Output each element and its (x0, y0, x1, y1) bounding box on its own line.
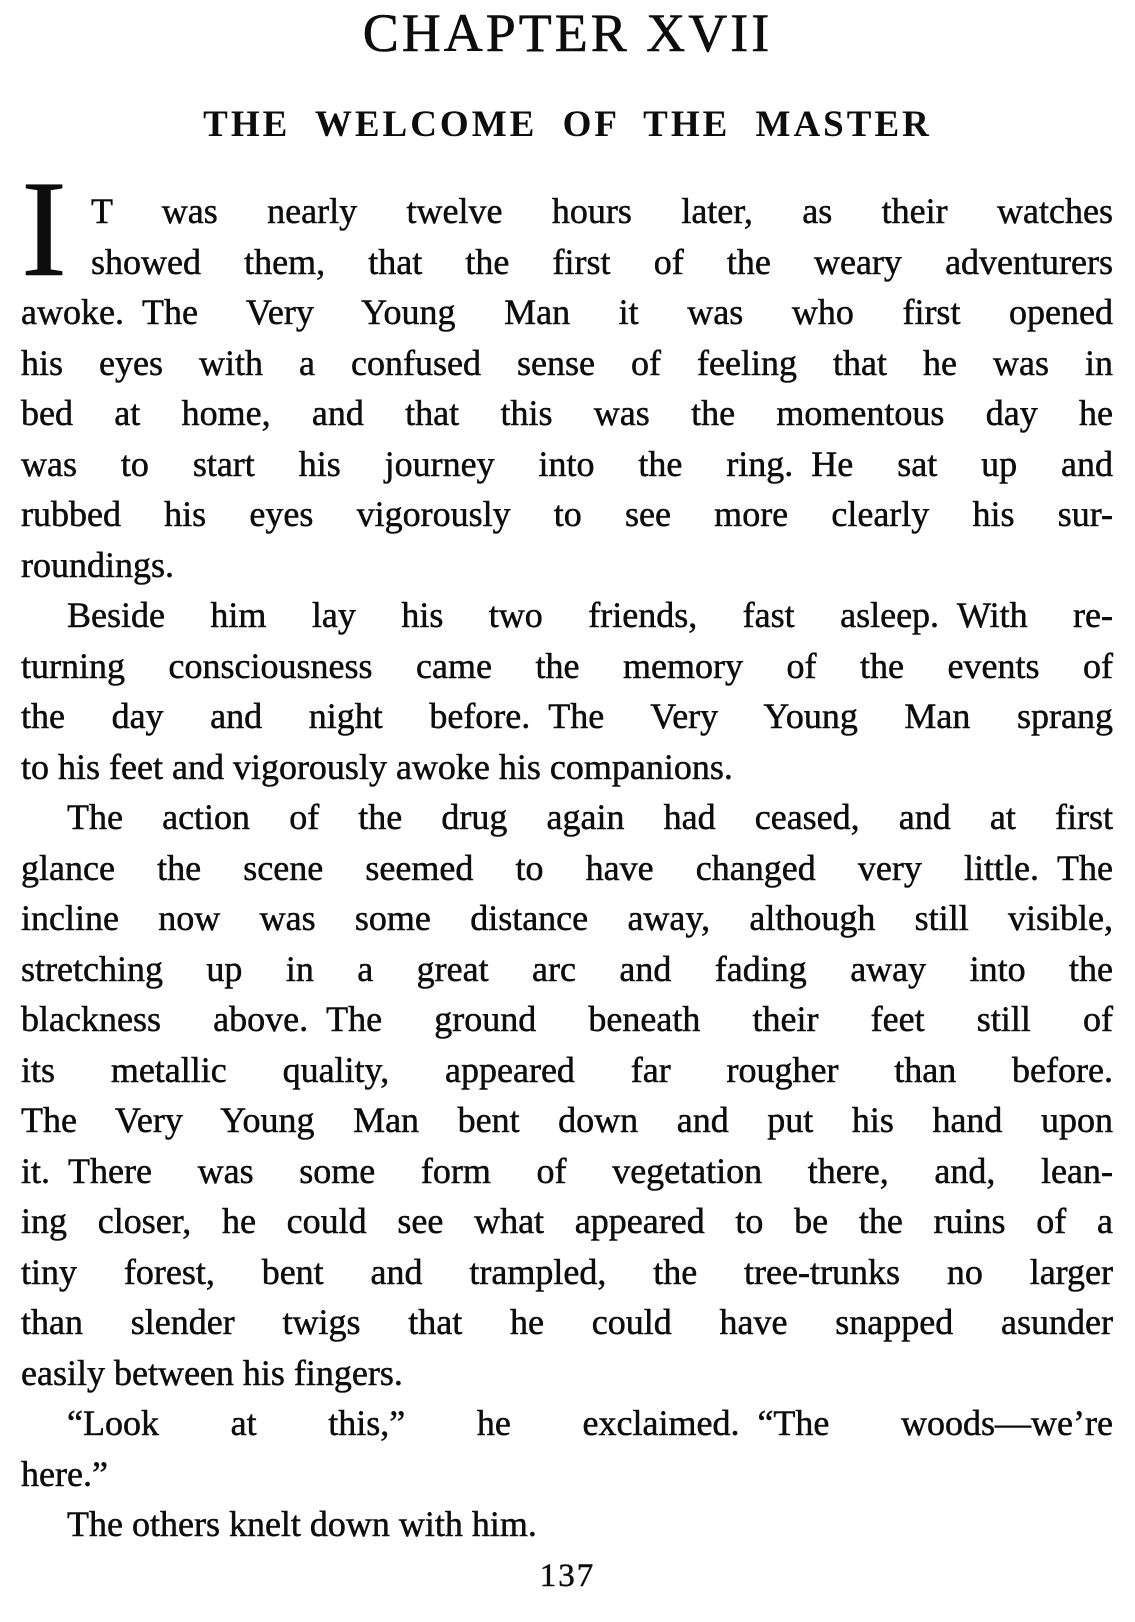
text-line: easily between his fingers. (21, 1352, 403, 1393)
text-line: was to start his journey into the ring. He sat up and (21, 443, 1113, 484)
paragraph (21, 1499, 1113, 1550)
text-line: showed them, that the first of the weary adventurers (91, 241, 1113, 282)
text-line: here.” (21, 1453, 108, 1494)
text-line: glance the scene seemed to have changed very little. The (21, 847, 1113, 888)
text-line: tiny forest, bent and trampled, the tree-trunks no larger (21, 1251, 1113, 1292)
text-line: its metallic quality, appeared far rougher than before. (21, 1049, 1113, 1090)
paragraph (21, 590, 1113, 792)
text-line: incline now was some distance away, although still visible, (21, 898, 1113, 938)
text-line: The action of the drug again had ceased, and at first (67, 797, 1113, 837)
text-line: to his feet and vigorously awoke his companions. (21, 746, 733, 787)
text-line: rubbed his eyes vigorously to see more clearly his sur- (21, 494, 1113, 534)
text-line: bed at home, and that this was the momentous day he (21, 393, 1113, 433)
chapter-subtitle: THE WELCOME OF THE MASTER (203, 104, 932, 145)
text-line: The Very Young Man bent down and put his hand upon (21, 1100, 1113, 1140)
text-line: Beside him lay his two friends, fast asleep. With re- (67, 595, 1113, 635)
text-line: The others knelt down with him. (67, 1504, 537, 1544)
text-line: blackness above. The ground beneath their feet still of (21, 999, 1113, 1039)
paragraph (21, 1398, 1113, 1499)
text-line: it. There was some form of vegetation there, and, lean- (21, 1150, 1113, 1191)
text-line: than slender twigs that he could have snapped asunder (21, 1302, 1113, 1342)
text-line: T was nearly twelve hours later, as their watches (91, 191, 1113, 231)
text-line: his eyes with a confused sense of feeling that he was in (21, 342, 1113, 383)
text-line: ing closer, he could see what appeared to be the ruins of a (21, 1201, 1113, 1241)
page-number: 137 (539, 1558, 596, 1594)
text-line: awoke. The Very Young Man it was who first opened (21, 292, 1113, 332)
body-text (21, 152, 1113, 1550)
text-line: turning consciousness came the memory of the events of (21, 645, 1113, 686)
text-line: roundings. (21, 544, 174, 585)
drop-cap: I (21, 152, 67, 305)
paragraph (21, 792, 1113, 1398)
paragraph (21, 152, 1113, 590)
chapter-heading: CHAPTER XVII (362, 3, 773, 63)
text-line: the day and night before. The Very Young Man sprang (21, 696, 1113, 736)
text-line: stretching up in a great arc and fading away into the (21, 948, 1113, 989)
text-line: “Look at this,” he exclaimed. “The woods—we’re (67, 1403, 1113, 1443)
